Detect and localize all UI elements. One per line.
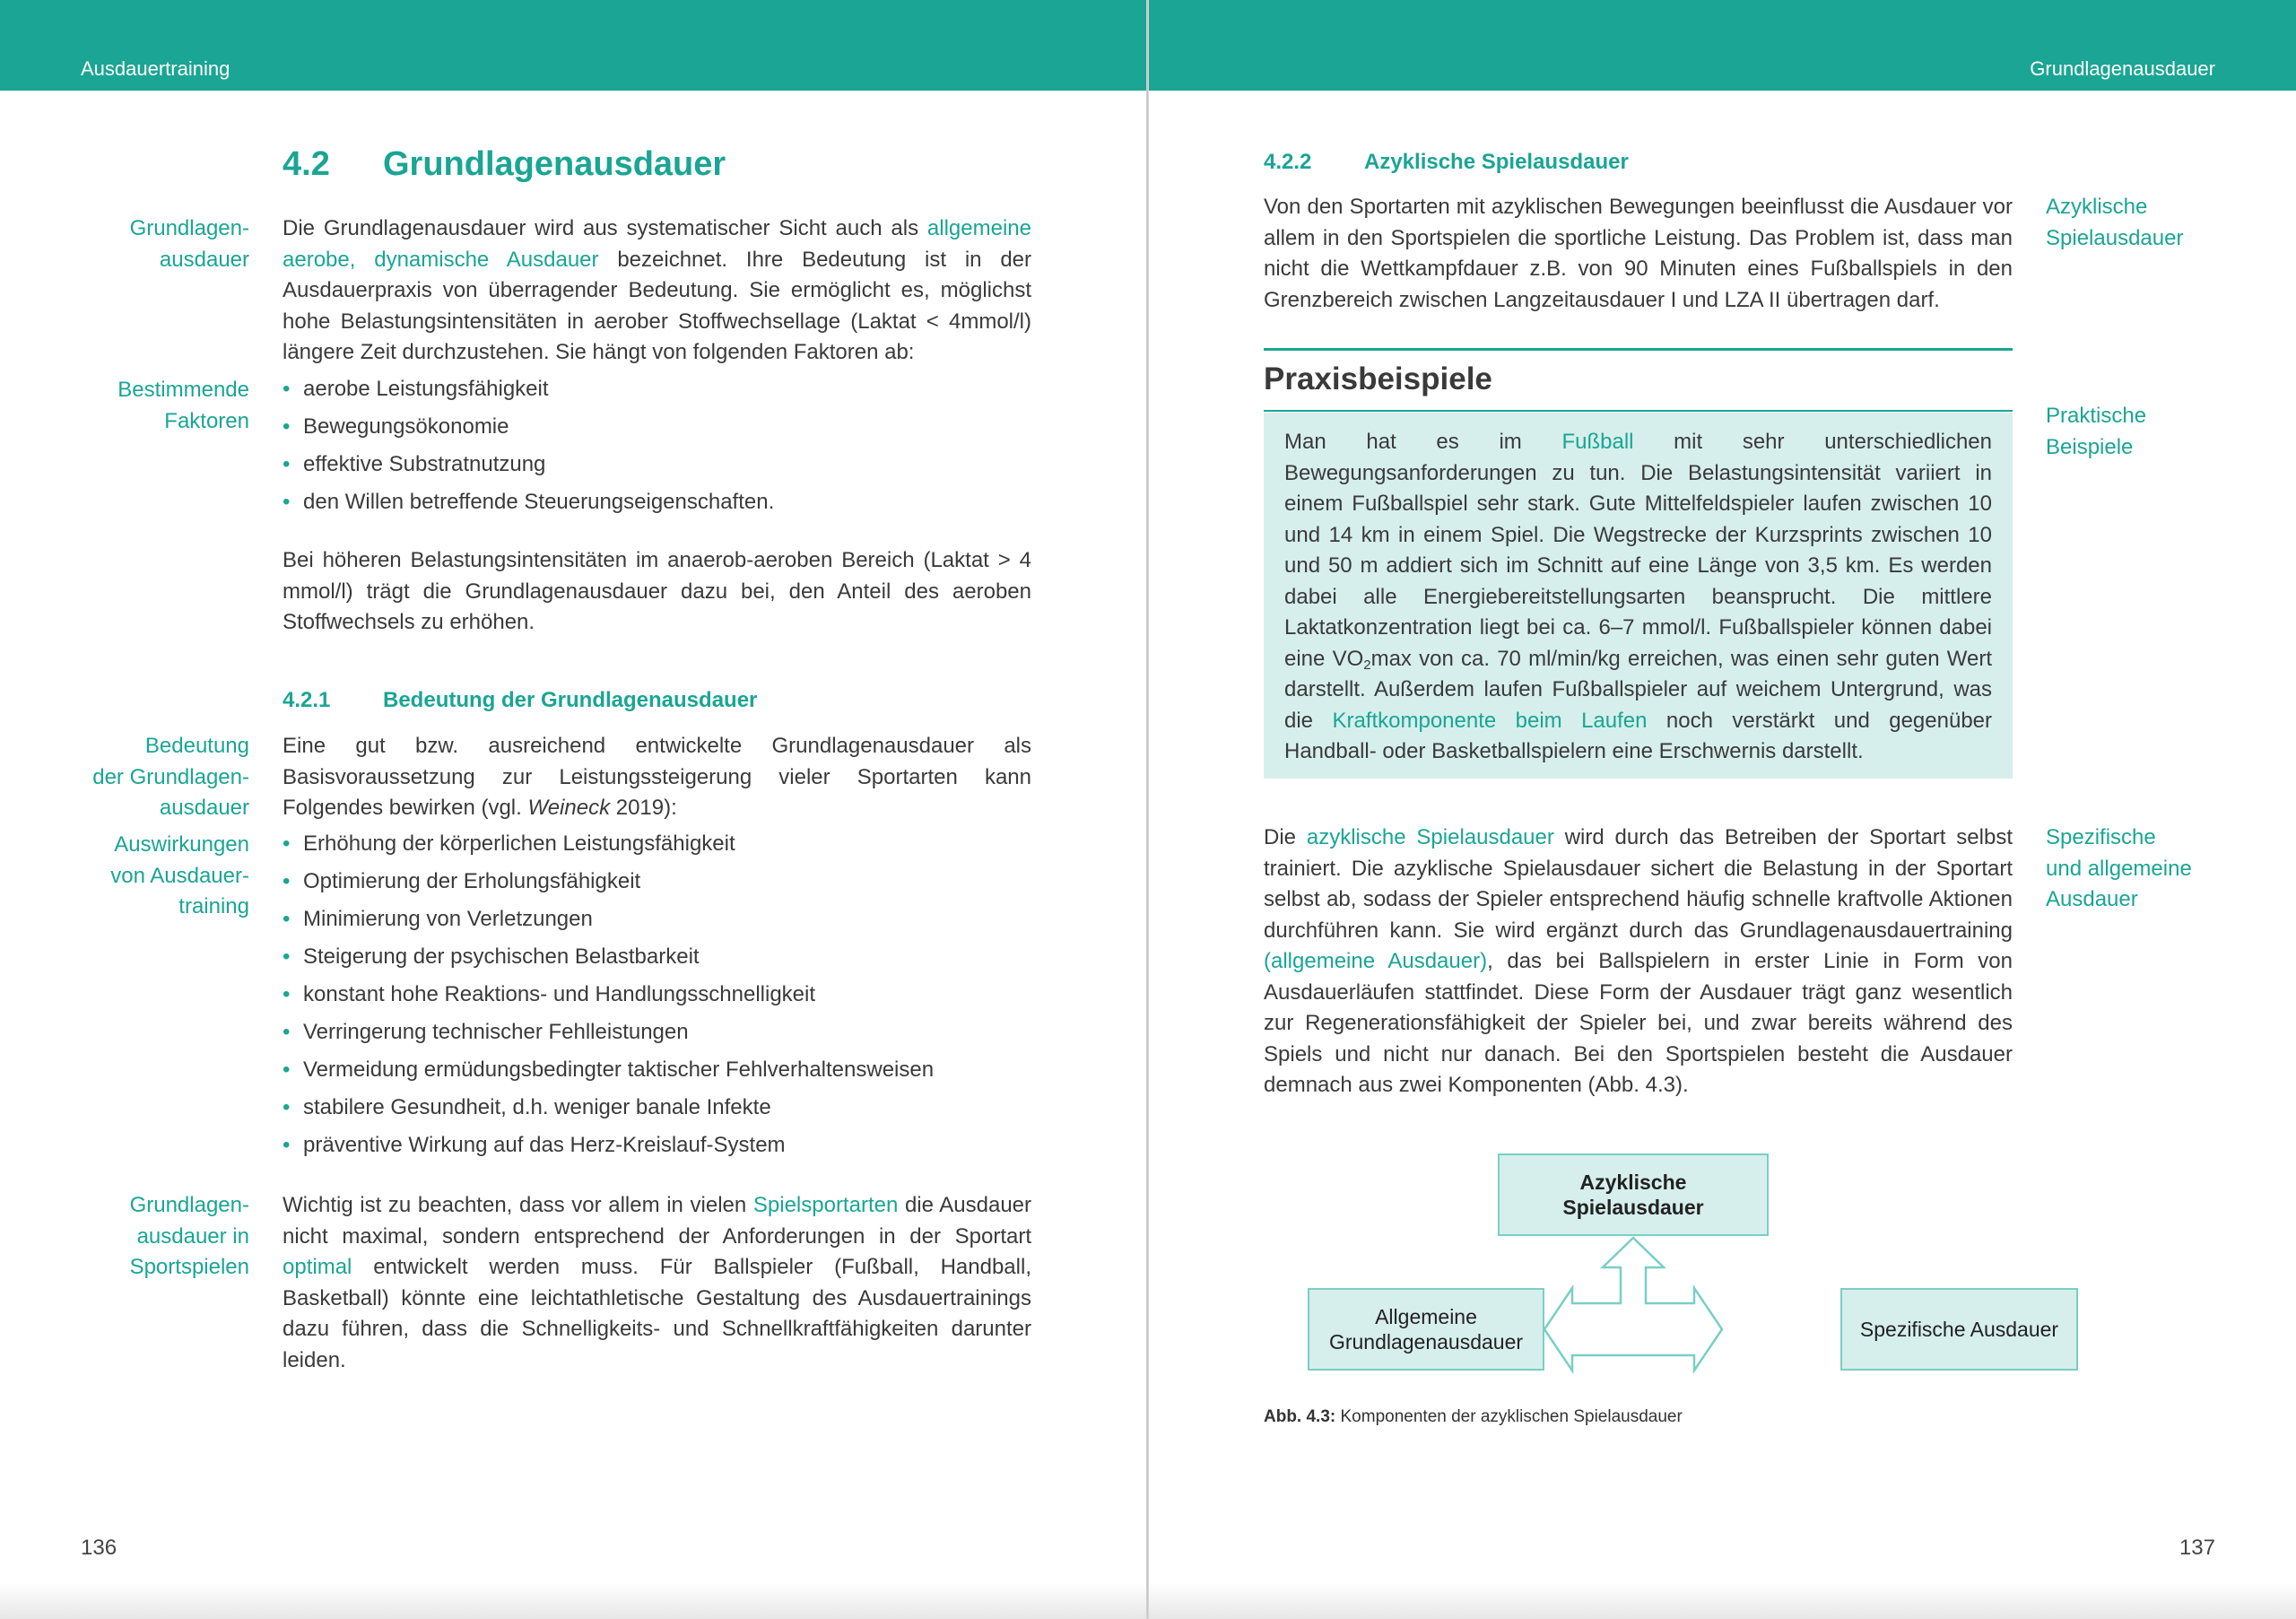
praxis-rule-top xyxy=(1264,348,2013,351)
section-heading xyxy=(283,144,726,185)
intro-paragraph: Von den Sportarten mit azyklischen Bewegungen beeinflusst die Ausdauer vor allem in den Sportspielen die sportliche Leistung. Das Problem ist, dass man nicht die Wettkampfdauer z.B. von 90 Minuten eines Fußballspiels in den Grenzbereich zwischen Langzeitausdauer I und LZA II übertragen darf. xyxy=(1264,195,2013,312)
section-number: 4.2 xyxy=(283,145,330,183)
list-item: • Erhöhung der körperlichen Leistungsfähigkeit xyxy=(283,825,1031,863)
diagram-box-allgemeine: Allgemeine Grundlagenausdauer xyxy=(1308,1288,1544,1371)
list-item: • Optimierung der Erholungsfähigkeit xyxy=(283,863,1031,901)
bedeutung-paragraph: Eine gut bzw. ausreichend entwickelte Grundlagenausdauer als Basisvoraussetzung zur Leistungssteigerung vieler Sportarten kann Folgendes bewirken (vgl. Weineck 2019): xyxy=(283,734,1031,820)
running-head: Grundlagenausdauer xyxy=(2030,57,2215,80)
diagram-box-azyklische: Azyklische Spielausdauer xyxy=(1498,1153,1769,1236)
page-number: 137 xyxy=(2179,1536,2215,1560)
spezifisch-paragraph: Die azyklische Spielausdauer wird durch das Betreiben der Sportart selbst trainiert. Die azyklische Spielausdauer sichert die Belastung in der Sportart selbst ab, sodass der Spieler entsprechend häufig schnelle kraftvolle Aktionen durchführen kann. Sie wird ergänzt durch das Grundlagenausdauertraining (allgemeine Ausdauer), das bei Ballspielern in erster Linie in Form von Ausdauerläufen stattfindet. Diese Form der Ausdauer trägt ganz wesentlich zur Regenerationsfähigkeit der Spieler bei, und zwar bereits während des Spiels und nicht nur danach. Bei den Sportspielen besteht die Ausdauer demnach aus zwei Komponenten (Abb. 4.3). xyxy=(1264,825,2013,1097)
margin-note-faktoren: Bestimmende Faktoren xyxy=(117,378,249,433)
intro-paragraph: Die Grundlagenausdauer wird aus systematischer Sicht auch als allgemeine aerobe, dynamische Ausdauer bezeichnet. Ihre Bedeutung ist in der Ausdauerpraxis von überragender Bedeutung. Sie ermöglicht es, möglichst hohe Belastungsintensitäten in aerober Stoffwechsellage (Laktat < 4mmol/l) längere Zeit durchzustehen. Sie hängt von folgenden Faktoren ab: xyxy=(283,216,1031,364)
margin-note-auswirkungen: Auswirkungen von Ausdauer- training xyxy=(110,832,249,918)
list-item: • konstant hohe Reaktions- und Handlungsschnelligkeit xyxy=(283,976,1031,1014)
running-head: Ausdauertraining xyxy=(81,57,230,80)
page-number: 136 xyxy=(81,1536,117,1560)
subsection-heading: 4.2.2 Azyklische Spielausdauer xyxy=(1264,150,1629,174)
praxis-rule xyxy=(1264,410,2013,412)
list-item: • Bewegungsökonomie xyxy=(283,408,1031,446)
diagram-box-spezifische: Spezifische Ausdauer xyxy=(1840,1288,2078,1371)
margin-note-praktische: Praktische Beispiele xyxy=(2046,404,2147,459)
list-item: • präventive Wirkung auf das Herz-Kreislauf-System xyxy=(283,1127,1031,1164)
section-title: Grundlagenausdauer xyxy=(383,145,726,183)
margin-note-azyklische: Azyklische Spielausdauer xyxy=(2046,195,2184,250)
term-highlight: allgemeine aerobe, dynamische Ausdauer xyxy=(283,216,1031,272)
margin-note-sportspiele: Grundlagen- ausdauer in Sportspielen xyxy=(129,1193,249,1279)
left-page xyxy=(0,0,1146,1619)
praxis-title: Praxisbeispiele xyxy=(1264,361,1492,396)
sportspiele-paragraph: Wichtig ist zu beachten, dass vor allem in vielen Spielsportarten die Ausdauer nicht maximal, sondern entsprechend der Anforderungen in der Sportart optimal entwickelt werden muss. Für Ballspieler (Fußball, Handball, Basketball) könnte eine leichtathletische Gestaltung des Ausdauertrainings dazu führen, dass die Schnelligkeits- und Schnellkraftfähigkeiten darunter leiden. xyxy=(283,1193,1032,1372)
page-shadow xyxy=(0,1583,2296,1619)
list-item: • Verringerung technischer Fehlleistungen xyxy=(283,1014,1031,1051)
list-item: • den Willen betreffende Steuerungseigenschaften. xyxy=(283,483,1031,521)
paragraph-2: Bei höheren Belastungsintensitäten im anaerob-aeroben Bereich (Laktat > 4 mmol/l) trägt die Grundlagenausdauer dazu bei, den Anteil des aeroben Stoffwechsels zu erhöhen. xyxy=(283,548,1031,634)
components-diagram xyxy=(1264,1148,2059,1381)
list-item: • Minimierung von Verletzungen xyxy=(283,901,1031,938)
figure-caption: Abb. 4.3: Komponenten der azyklischen Spielausdauer xyxy=(1264,1407,1683,1426)
list-item: • aerobe Leistungsfähigkeit xyxy=(283,370,1031,408)
margin-note-grundlagenausdauer: Grundlagen- ausdauer xyxy=(129,216,249,272)
praxis-box: Man hat es im Fußball mit sehr unterschiedlichen Bewegungsanforderungen zu tun. Die Belastungsintensität variiert in einem Fußballspiel sehr stark. Gute Mittelfeldspieler laufen zwischen 10 und 14 km in einem Spiel. Die Wegstrecke der Kurzsprints zwischen 10 und 50 m addiert sich im Schnitt auf eine Länge von 3,5 km. Es werden dabei alle Energiebereitstellungsarten beansprucht. Die mittlere Laktatkonzentration liegt bei ca. 6–7 mmol/l. Fußballspieler können dabei eine $VO_2\max$ von ca. 70 ml/min/kg erreichen, was einen sehr guten Wert darstellt. Außerdem laufen Fußballspieler auf weichem Untergrund, was die Kraftkomponente beim Laufen noch verstärkt und gegenüber Handball- oder Basketballspielern eine Erschwernis darstellt. xyxy=(1264,413,2013,779)
faktoren-list xyxy=(283,370,1031,521)
right-page xyxy=(1149,0,2296,1619)
list-item: • stabilere Gesundheit, d.h. weniger banale Infekte xyxy=(283,1089,1031,1127)
margin-note-bedeutung: Bedeutung der Grundlagen- ausdauer xyxy=(92,734,249,820)
margin-note-spezifische: Spezifische und allgemeine Ausdauer xyxy=(2046,825,2192,911)
list-item: • Steigerung der psychischen Belastbarkeit xyxy=(283,938,1031,976)
list-item: • effektive Substratnutzung xyxy=(283,446,1031,483)
auswirkungen-list xyxy=(283,825,1031,1164)
list-item: • Vermeidung ermüdungsbedingter taktischer Fehlverhaltensweisen xyxy=(283,1051,1031,1089)
subsection-heading: 4.2.1 Bedeutung der Grundlagenausdauer xyxy=(283,688,758,712)
